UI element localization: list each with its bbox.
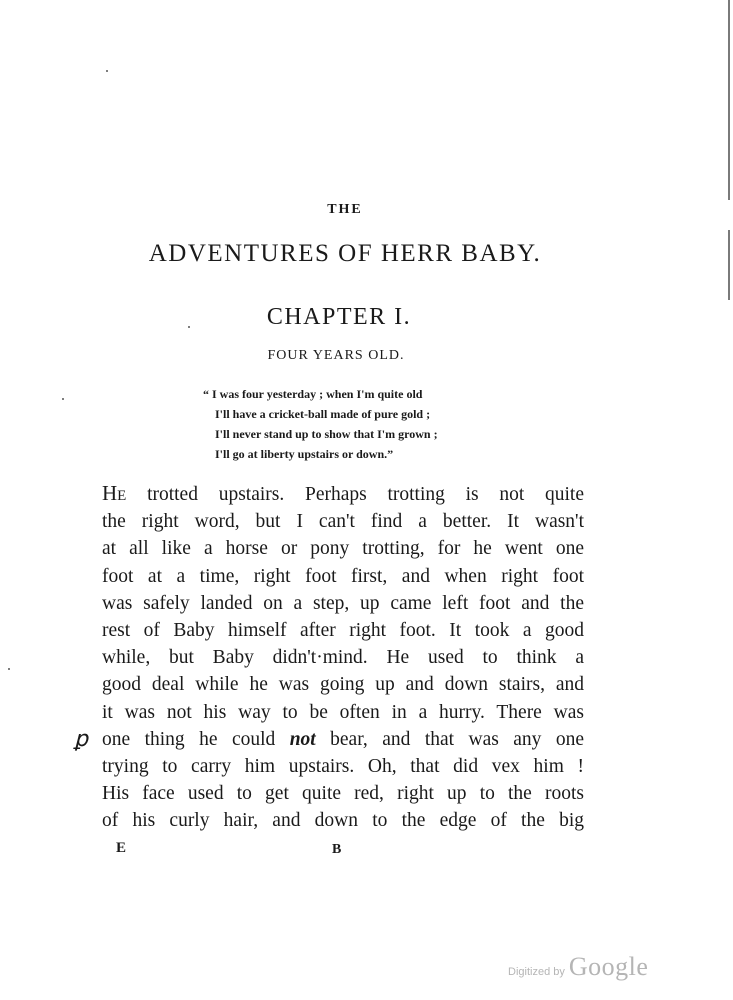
drop-word: He: [102, 481, 127, 505]
emphasized-word: not: [289, 728, 316, 750]
page-edge-line-middle: [728, 230, 730, 300]
body-line: good deal while he was going up and down stairs, and: [102, 674, 584, 696]
scan-speck: [8, 668, 10, 670]
watermark-prefix: Digitized by: [508, 966, 565, 978]
body-line-text: bear, and that was any one: [315, 728, 584, 750]
body-line: rest of Baby himself after right foot. It took a good: [102, 620, 584, 642]
scan-speck: [106, 70, 108, 72]
body-line: of his curly hair, and down to the edge of the big: [102, 810, 584, 832]
epigraph-line: I'll go at liberty upstairs or down.”: [215, 447, 394, 461]
scan-speck: [62, 398, 64, 400]
body-line: [102, 726, 584, 753]
chapter-subtitle: FOUR YEARS OLD.: [267, 348, 405, 363]
epigraph-line: “ I was four yesterday ; when I'm quite old: [203, 387, 423, 401]
body-line-text: one thing he could: [102, 728, 290, 750]
watermark: [508, 952, 648, 982]
body-text: [102, 480, 584, 835]
book-title: ADVENTURES OF HERR BABY.: [148, 240, 542, 267]
body-line: foot at a time, right foot first, and when right foot: [102, 565, 584, 587]
body-line: while, but Baby didn't·mind. He used to think a: [102, 647, 584, 669]
epigraph-line: I'll never stand up to show that I'm grown ;: [215, 427, 438, 441]
body-line: trying to carry him upstairs. Oh, that did vex him !: [102, 756, 584, 778]
body-line: at all like a horse or pony trotting, for he went one: [102, 538, 584, 560]
body-line: His face used to get quite red, right up to the roots: [102, 783, 584, 805]
signature-mark: E: [116, 840, 127, 856]
watermark-brand: Google: [568, 952, 649, 981]
chapter-title: CHAPTER I.: [266, 304, 412, 330]
body-line: was safely landed on a step, up came left foot and the: [102, 592, 584, 614]
body-line: it was not his way to be often in a hurry. There was: [102, 701, 584, 723]
signature-letter: B: [332, 842, 342, 857]
body-line: the right word, but I can't find a better. It wasn't: [102, 511, 584, 533]
body-line: [102, 480, 584, 508]
margin-annotation: ꝑ: [74, 726, 88, 751]
pre-title: THE: [327, 202, 363, 217]
epigraph-line: I'll have a cricket-ball made of pure gold ;: [215, 407, 431, 421]
page-edge-line-top: [728, 0, 730, 200]
body-line-text: trotted upstairs. Perhaps trotting is not quite: [126, 484, 584, 505]
epigraph: [203, 384, 438, 464]
